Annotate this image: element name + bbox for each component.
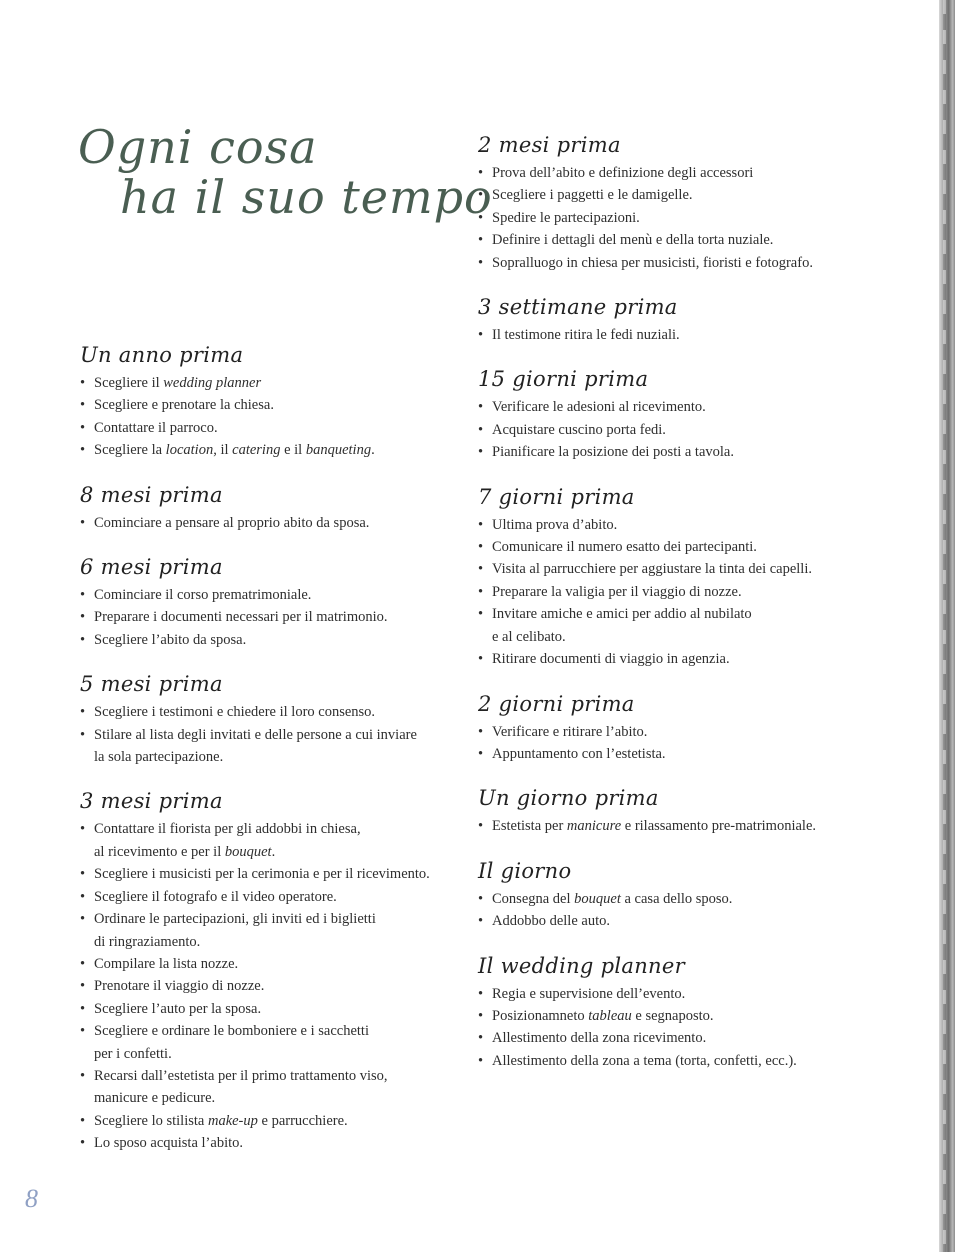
checklist-item (478, 419, 898, 441)
checklist-item (80, 886, 500, 908)
item-text-italic: bouquet (224, 843, 272, 860)
item-text: , il (213, 442, 233, 459)
checklist-item (80, 372, 500, 394)
checklist-item (478, 441, 898, 463)
checklist (478, 396, 898, 463)
checklist-item (478, 983, 898, 1005)
item-text: Addobbo delle auto. (492, 913, 610, 930)
item-text: Pianificare la posizione dei posti a tavola. (492, 444, 734, 461)
item-text: Posizionamneto (492, 1007, 589, 1024)
checklist (478, 815, 898, 837)
checklist-item (80, 512, 500, 534)
item-text: Comunicare il numero esatto dei partecipanti. (492, 539, 757, 556)
checklist-item (478, 603, 898, 648)
item-text: Scegliere l’abito da sposa. (94, 631, 247, 648)
item-text: a casa dello sposo. (620, 890, 733, 907)
section-3-settimane-prima (478, 292, 898, 346)
item-text: . (371, 442, 375, 459)
item-text-italic: tableau (588, 1007, 632, 1024)
item-text: e segnaposto. (631, 1007, 714, 1024)
item-text: Allestimento della zona ricevimento. (492, 1030, 707, 1047)
checklist (80, 584, 500, 651)
item-text: Scegliere l’auto per la sposa. (94, 1000, 262, 1017)
checklist-item (478, 324, 898, 346)
checklist-item (478, 162, 898, 184)
checklist-item (80, 1110, 500, 1132)
section-un-anno-prima (80, 340, 500, 462)
item-text: Scegliere i musicisti per la cerimonia e per il ricevimento. (94, 866, 430, 883)
checklist-item (478, 229, 898, 251)
section-il-wedding-planner (478, 951, 898, 1073)
item-text: Scegliere i testimoni e chiedere il loro consenso. (94, 704, 376, 721)
checklist-item (478, 558, 898, 580)
item-text: Compilare la lista nozze. (94, 955, 239, 972)
section-2-mesi-prima (478, 130, 898, 274)
checklist-item (80, 1020, 500, 1065)
section-6-mesi-prima (80, 552, 500, 651)
item-text-italic: wedding planner (163, 375, 262, 391)
item-text: Preparare i documenti necessari per il matrimonio. (94, 609, 388, 626)
checklist (478, 721, 898, 766)
section-2-giorni-prima (478, 689, 898, 766)
section-heading: 15 giorni prima (478, 367, 649, 392)
item-text: e rilassamento pre-matrimoniale. (621, 818, 817, 835)
section-heading: 6 mesi prima (80, 555, 223, 580)
checklist-item (80, 439, 500, 461)
checklist (478, 514, 898, 671)
page-title-line-2: ha il suo tempo (120, 170, 493, 224)
item-text-italic: bouquet (574, 890, 621, 907)
right-column (478, 130, 898, 1090)
checklist-item (478, 1050, 898, 1072)
item-text: Scegliere e prenotare la chiesa. (94, 397, 274, 414)
checklist-item (80, 1132, 500, 1154)
checklist-item (80, 1065, 500, 1110)
checklist-item (478, 514, 898, 536)
section-heading: 2 mesi prima (478, 133, 621, 157)
checklist (478, 888, 898, 933)
section-8-mesi-prima (80, 480, 500, 534)
item-text: Verificare le adesioni al ricevimento. (492, 399, 706, 416)
item-text: Prova dell’abito e definizione degli accessori (492, 165, 754, 181)
checklist-item (478, 910, 898, 932)
item-text: Acquistare cuscino porta fedi. (492, 421, 666, 438)
checklist-item (80, 998, 500, 1020)
checklist (478, 162, 898, 274)
section-7-giorni-prima (478, 482, 898, 671)
item-text: Consegna del (492, 890, 575, 907)
item-text: Estetista per (492, 818, 567, 835)
checklist (478, 983, 898, 1073)
left-column (80, 340, 500, 1173)
item-text: Lo sposo acquista l’abito. (94, 1135, 244, 1152)
item-text: Allestimento della zona a tema (torta, confetti, ecc.). (492, 1052, 797, 1069)
section-5-mesi-prima (80, 669, 500, 768)
item-text: e il (280, 442, 306, 459)
checklist-item (80, 629, 500, 651)
checklist-item (478, 396, 898, 418)
item-text: Cominciare a pensare al proprio abito da sposa. (94, 514, 370, 531)
page-title-line-1: Ogni cosa (78, 120, 318, 174)
checklist-item (478, 252, 898, 274)
checklist-item (478, 888, 898, 910)
item-text: Prenotare il viaggio di nozze. (94, 978, 265, 995)
section-15-giorni-prima (478, 364, 898, 463)
item-text: Il testimone ritira le fedi nuziali. (492, 327, 680, 344)
item-text: e parrucchiere. (257, 1112, 348, 1129)
item-text: Invitare amiche e amici per addio al nubilato e al celibato. (492, 606, 752, 645)
checklist-item (478, 1027, 898, 1049)
item-text: Scegliere il (94, 375, 164, 391)
item-text: Ordinare le partecipazioni, gli inviti ed i biglietti di ringraziamento. (94, 911, 376, 950)
checklist (80, 372, 500, 462)
checklist-item (80, 863, 500, 885)
checklist-item (478, 207, 898, 229)
item-text: Verificare e ritirare l’abito. (492, 723, 648, 740)
item-text: Scegliere il fotografo e il video operatore. (94, 888, 337, 905)
section-heading: 2 giorni prima (478, 691, 635, 716)
checklist-item (478, 815, 898, 837)
section-il-giorno (478, 856, 898, 933)
item-text: Ultima prova d’abito. (492, 516, 618, 533)
section-heading: 7 giorni prima (478, 484, 635, 509)
item-text-italic: catering (232, 442, 281, 459)
checklist-item (80, 606, 500, 628)
item-text: Preparare la valigia per il viaggio di nozze. (492, 583, 742, 600)
section-heading: 3 mesi prima (80, 789, 223, 814)
checklist-item (478, 743, 898, 765)
checklist-item (80, 584, 500, 606)
item-text: Cominciare il corso prematrimoniale. (94, 587, 312, 604)
item-text: Spedire le partecipazioni. (492, 209, 640, 226)
section-heading: 8 mesi prima (80, 482, 223, 507)
item-text: Sopralluogo in chiesa per musicisti, fioristi e fotografo. (492, 254, 813, 271)
item-text: Appuntamento con l’estetista. (492, 745, 666, 762)
item-text: Scegliere e ordinare le bomboniere e i sacchetti per i confetti. (94, 1023, 369, 1062)
checklist-item (80, 417, 500, 439)
item-text: Regia e supervisione dell’evento. (492, 985, 686, 1002)
checklist-item (478, 536, 898, 558)
item-text: Contattare il parroco. (94, 419, 218, 436)
checklist-item (80, 908, 500, 953)
item-text: Scegliere i paggetti e le damigelle. (492, 187, 693, 204)
item-text: Ritirare documenti di viaggio in agenzia. (492, 651, 730, 668)
checklist-item (80, 953, 500, 975)
checklist-item (80, 701, 500, 723)
page-number: 8 (25, 1184, 38, 1213)
item-text-italic: location (165, 442, 214, 459)
section-heading: Il giorno (478, 858, 572, 883)
checklist-item (478, 721, 898, 743)
checklist-item (478, 184, 898, 206)
section-heading: Un anno prima (80, 343, 244, 367)
item-text: Visita al parrucchiere per aggiustare la tinta dei capelli. (492, 561, 812, 578)
item-text: Definire i dettagli del menù e della torta nuziale. (492, 232, 774, 249)
item-text-italic: make-up (207, 1112, 258, 1129)
item-text: Contattare il fiorista per gli addobbi in chiesa, al ricevimento e per il (94, 821, 361, 860)
checklist-item (80, 975, 500, 997)
item-text-italic: manicure (566, 818, 622, 835)
checklist-item (478, 581, 898, 603)
section-un-giorno-prima (478, 783, 898, 837)
checklist (80, 818, 500, 1154)
checklist-item (80, 394, 500, 416)
section-heading: Il wedding planner (478, 953, 685, 978)
section-heading: Un giorno prima (478, 786, 659, 811)
page-edge-shadow (939, 0, 955, 1252)
checklist-item (80, 818, 500, 863)
item-text: Scegliere lo stilista (94, 1112, 208, 1129)
section-heading: 5 mesi prima (80, 672, 223, 697)
checklist (80, 701, 500, 768)
item-text: Scegliere la (94, 442, 166, 459)
checklist-item (478, 648, 898, 670)
item-text: . (271, 843, 276, 860)
item-text-italic: banqueting (305, 442, 372, 459)
checklist (80, 512, 500, 534)
section-3-mesi-prima (80, 786, 500, 1154)
page-title (78, 122, 493, 222)
checklist (478, 324, 898, 346)
item-text: Recarsi dall’estetista per il primo trattamento viso, manicure e pedicure. (94, 1067, 388, 1107)
checklist-item (478, 1005, 898, 1027)
item-text: Stilare al lista degli invitati e delle persone a cui inviare la sola partecipazione. (94, 726, 417, 766)
checklist-item (80, 724, 500, 769)
section-heading: 3 settimane prima (478, 295, 678, 320)
